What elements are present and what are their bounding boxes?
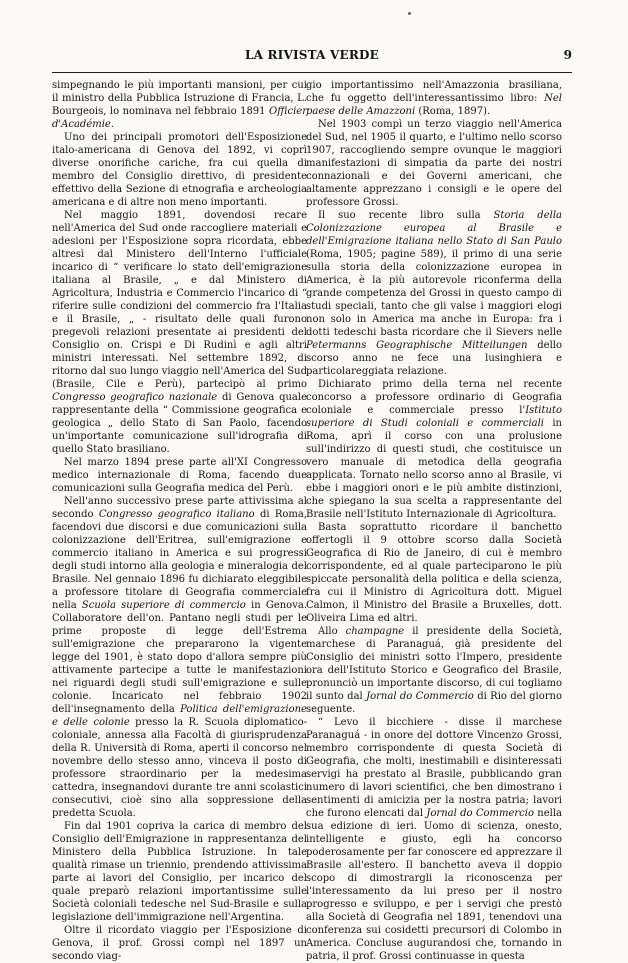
italic-title: Petermanns Geographische Mitteilungen [306,340,528,351]
text-run: Nel maggio 1891, dovendosi recare nell'America del Sud onde raccogliere materiali e adesioni per l'Esposizione sopra ricordata, ebbe altresì dal Ministero dell'Interno l'ufficiale incarico di “ verificare lo stato dell'emigrazione italiana al Brasile, „ e dal Ministero di Agricoltura, Industria e Commercio l'incarico di “ riferire sulle condizioni del commercio fra l'Italia e il Brasile, „ - risultato delle quali furono pregevoli relazioni presentate ai presidenti del Consiglio on. Crispi e Di Rudinì e agli altri ministri interessati. Nel settembre 1892, di ritorno dal suo lungo viaggio nell'America del Sud (Brasile, Cile e Perù), partecipò al primo [52,210,307,390]
paragraph [306,625,562,716]
text-run: presso la R. Scuola diplomatico-coloniale, annessa alla Facoltà di giurisprudenza della R. Università di Roma, aperti il concorso nel novembre dello stesso anno, vinceva il posto di professore straordinario per la medesima cattedra, insegnandovi durante tre anni scolastici consecutivi, cioè sino alla soppressione della predetta Scuola. [52,717,307,819]
paragraph: Basta soprattutto ricordare il banchetto offertogli il 9 ottobre scorso dalla Società Geografica di Rio de Janeiro, di cui è membro corrispondente, ed al quale parteciparono le più spiccate personalità della politica e della scienza, fra cui il Ministro di Agricoltura dott. Miguel Calmon, il Ministro del Brasile a Bruxelles, dott. Oliveira Lima ed altri. [306,522,562,624]
text-run: in Genova. Collaboratore dell'on. Pantano negli studi per le prime proposte di legge dell'Estrema sull'emigrazione che prepararono la vigente legge del 1901, è stato dopo d'allora sempre più attivamente partecipe a tutte le manifestazioni nei riguardi degli studi sull'emigrazione e sulle colonie. Incaricato nel febbraio 1902 dell'insegnamento della [52,600,307,715]
paragraph: Uno dei principali promotori dell'Esposizione italo-americana di Genova del 1892, vi coprì diverse onorifiche cariche, fra cui quella di membro del Consiglio direttivo, di presidente effettivo della Sezione di etnografia e archeologia americana e di altre non meno importanti. [52,132,307,208]
text-run: di Genova quale rappresentante della “ Commissione geografica e geologica „ dello Stato di San Paolo, facendo un'importante comunicazione sull'idrografia di quello Stato brasiliano. [52,392,307,455]
text-run: (Roma, 1905; pagine 589), il primo di una serie sulla storia della colonizzazione europea in America, è la più autorevole riconferma della grande competenza del Grossi in questo campo di studi speciali, tanto che gli valse i maggiori elogi non solo in America ma anche in Europa: fra i dotti tedeschi basta ricordare che il Sievers nelle [306,249,562,338]
italic-word: champagne [345,626,405,637]
running-title: LA RIVISTA VERDE [244,48,380,62]
text-run: di Rio del giorno seguente. [306,691,563,715]
text-run: in Roma, aprì il corso con una prolusione sull'indirizzo di questi studi, che costituisce un vero manuale di metodica della geografia applicata. Tornato nello scorso anno al Brasile, vi ebbe i maggiori onori e le più ambite distinzioni, che spiegano la sua scelta a rappresentante del Brasile nell'Istituto Internazionale di Agricoltura. [306,418,562,520]
italic-title: Storia della Colonizzazione europea al Brasile e dell'Emigrazione italiana nello Stato di San Paulo [306,210,562,247]
italic-title: Congresso geografico nazionale [52,392,218,403]
left-column [52,79,307,963]
italic-title: Congresso geografico italiano [98,509,255,520]
paragraph [52,79,307,131]
text-run: Dichiarato primo della terna nel recente concorso a professore ordinario di Geografia coloniale e commerciale presso l' [306,379,562,416]
paragraph [306,209,562,378]
italic-title: Istituto superiore di Studi coloniali e commerciali [306,405,562,429]
text-run: nella sua edizione di ieri. Uomo di scienza, onesto, intelligente e giusto, egli ha concorso poderosamente per far conoscere ed apprezzare il Brasile all'estero. Il banchetto aveva il doppio scopo di dimostrargli la riconoscenza per l'interessamento da lui preso per il nostro progresso e sviluppo, e per i servigi che prestò alla Società di Geografia nel 1891, tenendovi una conferenza sui cosidetti precursori di Colombo in America. Concluse augurandosi che, tornando in patria, il prof. Grossi continuasse in questa [306,808,563,962]
paragraph: Nel marzo 1894 prese parte all'XI Congresso medico internazionale di Roma, facendo due comunicazioni sulla Geografia medica del Perù. [52,457,307,494]
text-run: gio importantissimo nell'Amazzonia brasiliana, che fu oggetto dell'interessantissimo libro: [306,80,562,104]
italic-title: Politica dell'emigrazione e delle colonie [52,704,307,728]
paragraph [306,716,562,963]
text-run: Allo [318,626,338,637]
paragraph: Oltre il ricordato viaggio per l'Esposizione di Genova, il prof. Grossi compì nel 1897 un secondo viag- [52,925,307,962]
text-run: di Roma, facendovi due discorsi e due comunicazioni sulla colonizzazione dell'Eritrea, sull'emigrazione e commercio italiano in America e sui progressi degli studi intorno alla geologia e mineralogia del Brasile. Nel gennaio 1896 fu dichiarato eleggibile a professore titolare di Geografia commerciale nella [52,509,307,611]
right-column [306,79,562,963]
text-run: Il suo recente libro sulla [318,210,481,221]
text-run: Nell'anno successivo prese parte attivissima al secondo [52,496,307,520]
text-run: il presidente della Società, marchese di Paranaguá, già presidente del Consiglio dei ministri sotto l'Impero, presidente ora dell'Istituto Storico e Geografico del Brasile, pronunciò un importante discorso, di cui togliamo il sunto dal [306,626,563,702]
ink-speck [408,12,411,15]
paragraph [52,209,307,456]
italic-title: Officier d'Académie. [52,106,307,130]
text-run: (Roma, 1897). [418,106,491,117]
text-run: dello scorso anno ne fece una lusinghiera e particolareggiata relazione. [306,340,562,377]
paragraph [52,495,307,820]
paragraph [306,378,562,521]
paragraph: Fin dal 1901 copriva la carica di membro del Consiglio dell'Emigrazione in rappresentanza del Ministero della Pubblica Istruzione. In tale qualità rimase un triennio, prendendo attivissima parte ai lavori del Consiglio, per incarico del quale preparò relazioni importantissime sulle Società coloniali tedesche nel Sud-Brasile e sulla legislazione dell'immigrazione nell'Argentina. [52,821,307,923]
page-header [52,48,572,73]
italic-title: Scuola superiore di commercio [81,600,246,611]
page-number: 9 [563,48,572,62]
paragraph: Nel 1903 compì un terzo viaggio nell'America del Sud, nel 1905 il quarto, e l'ultimo nello scorso 1907, raccogliendo sempre ovunque le maggiori manifestazioni di simpatia da parte dei nostri connazionali e dei Governi americani, che altamente apprezzano i consigli e le opere del professore Grossi. [306,119,562,208]
text-run: simpegnando le più importanti mansioni, per cui il ministro della Pubblica Istruzione di Francia, L. Bourgeois, lo nominava nel febbraio 1891 [52,80,307,117]
paragraph [306,79,562,118]
italic-title: Jornal do Commercio [366,691,474,702]
italic-title: Jornal do Commercio [426,808,534,819]
text-run: “ Levo il bicchiere - disse il marchese Paranaguá - in onore del dottore Vincenzo Grossi, membro corrispondente di questa Società di Geografia, che molti, inestimabili e disinteressati servigi ha prestato al Brasile, pubblicando gran numero di lavori scientifici, che ben dimostrano i sentimenti di amicizia per la nostra patria; lavori che furono elencati dal [306,717,562,819]
italic-title: Nel paese delle Amazzoni [306,93,562,117]
